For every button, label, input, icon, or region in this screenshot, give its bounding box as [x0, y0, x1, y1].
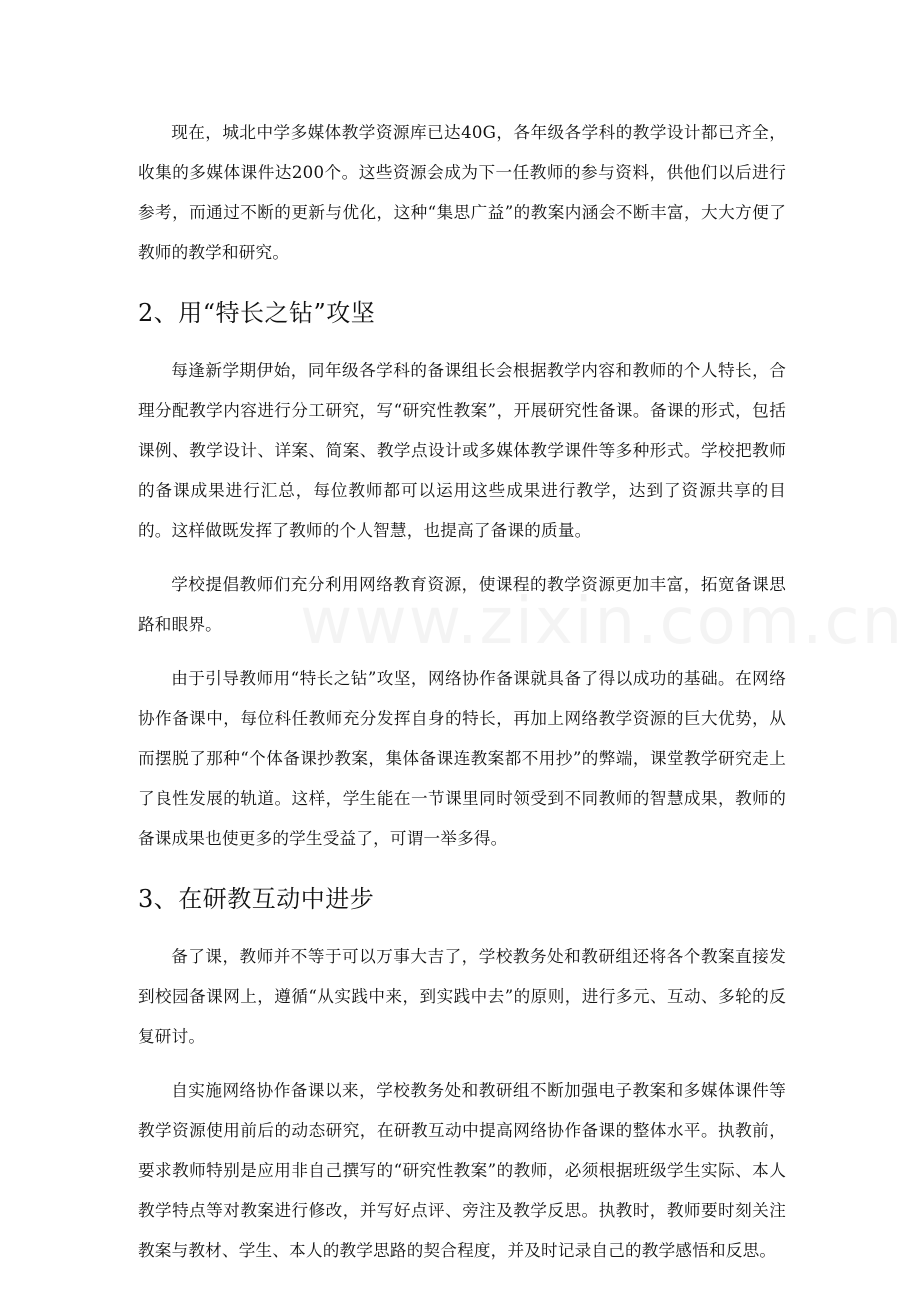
paragraph-dynamic-research: 自实施网络协作备课以来，学校教务处和教研组不断加强电子教案和多媒体课件等教学资源使用前后的动态研究，在研教互动中提高网络协作备课的整体水平。执教前，要求教师特别是应用非自己撰写的“研究性教案”的教师，必须根据班级学生实际、本人教学特点等对教案进行修改，并写好点评、旁注及教学反思。执教时，教师要时刻关注教案与教材、学生、本人的教学思路的契合程度，并及时记录自己的教学感悟和反思。 — [138, 1081, 786, 1260]
paragraph-specialty-drill: 由于引导教师用“特长之钻”攻坚，网络协作备课就具备了得以成功的基础。在网络协作备课中，每位科任教师充分发挥自身的特长，再加上网络教学资源的巨大优势，从而摆脱了那种“个体备课抄教案，集体备课连教案都不用抄”的弊端，课堂教学研究走上了良性发展的轨道。这样，学生能在一节课里同时领受到不同教师的智慧成果，教师的备课成果也使更多的学生受益了，可谓一举多得。 — [138, 669, 786, 848]
section-heading-3: 3、在研教互动中进步 — [138, 885, 375, 913]
paragraph-semester-division: 每逢新学期伊始，同年级各学科的备课组长会根据教学内容和教师的个人特长，合理分配教学内容进行分工研究，写“研究性教案”，开展研究性备课。备课的形式，包括课例、教学设计、详案、简案、教学点设计或多媒体教学课件等多种形式。学校把教师的备课成果进行汇总，每位教师都可以运用这些成果进行教学，达到了资源共享的目的。这样做既发挥了教师的个人智慧，也提高了备课的质量。 — [138, 361, 786, 540]
paragraph-repeated-discussion: 备了课，教师并不等于可以万事大吉了，学校教务处和教研组还将各个教案直接发到校园备课网上，遵循“从实践中来，到实践中去”的原则，进行多元、互动、多轮的反复研讨。 — [138, 947, 786, 1046]
paragraph-resource-library: 现在，城北中学多媒体教学资源库已达40G，各年级各学科的教学设计都已齐全，收集的多媒体课件达200个。这些资源会成为下一任教师的参与资料，供他们以后进行参考，而通过不断的更新与优化，这种“集思广益”的教案内涵会不断丰富，大大方便了教师的教学和研究。 — [138, 123, 786, 262]
section-heading-2: 2、用“特长之钻”攻坚 — [138, 299, 376, 327]
paragraph-network-resources: 学校提倡教师们充分利用网络教育资源，使课程的教学资源更加丰富，拓宽备课思路和眼界。 — [138, 575, 786, 634]
document-body — [138, 113, 786, 1285]
